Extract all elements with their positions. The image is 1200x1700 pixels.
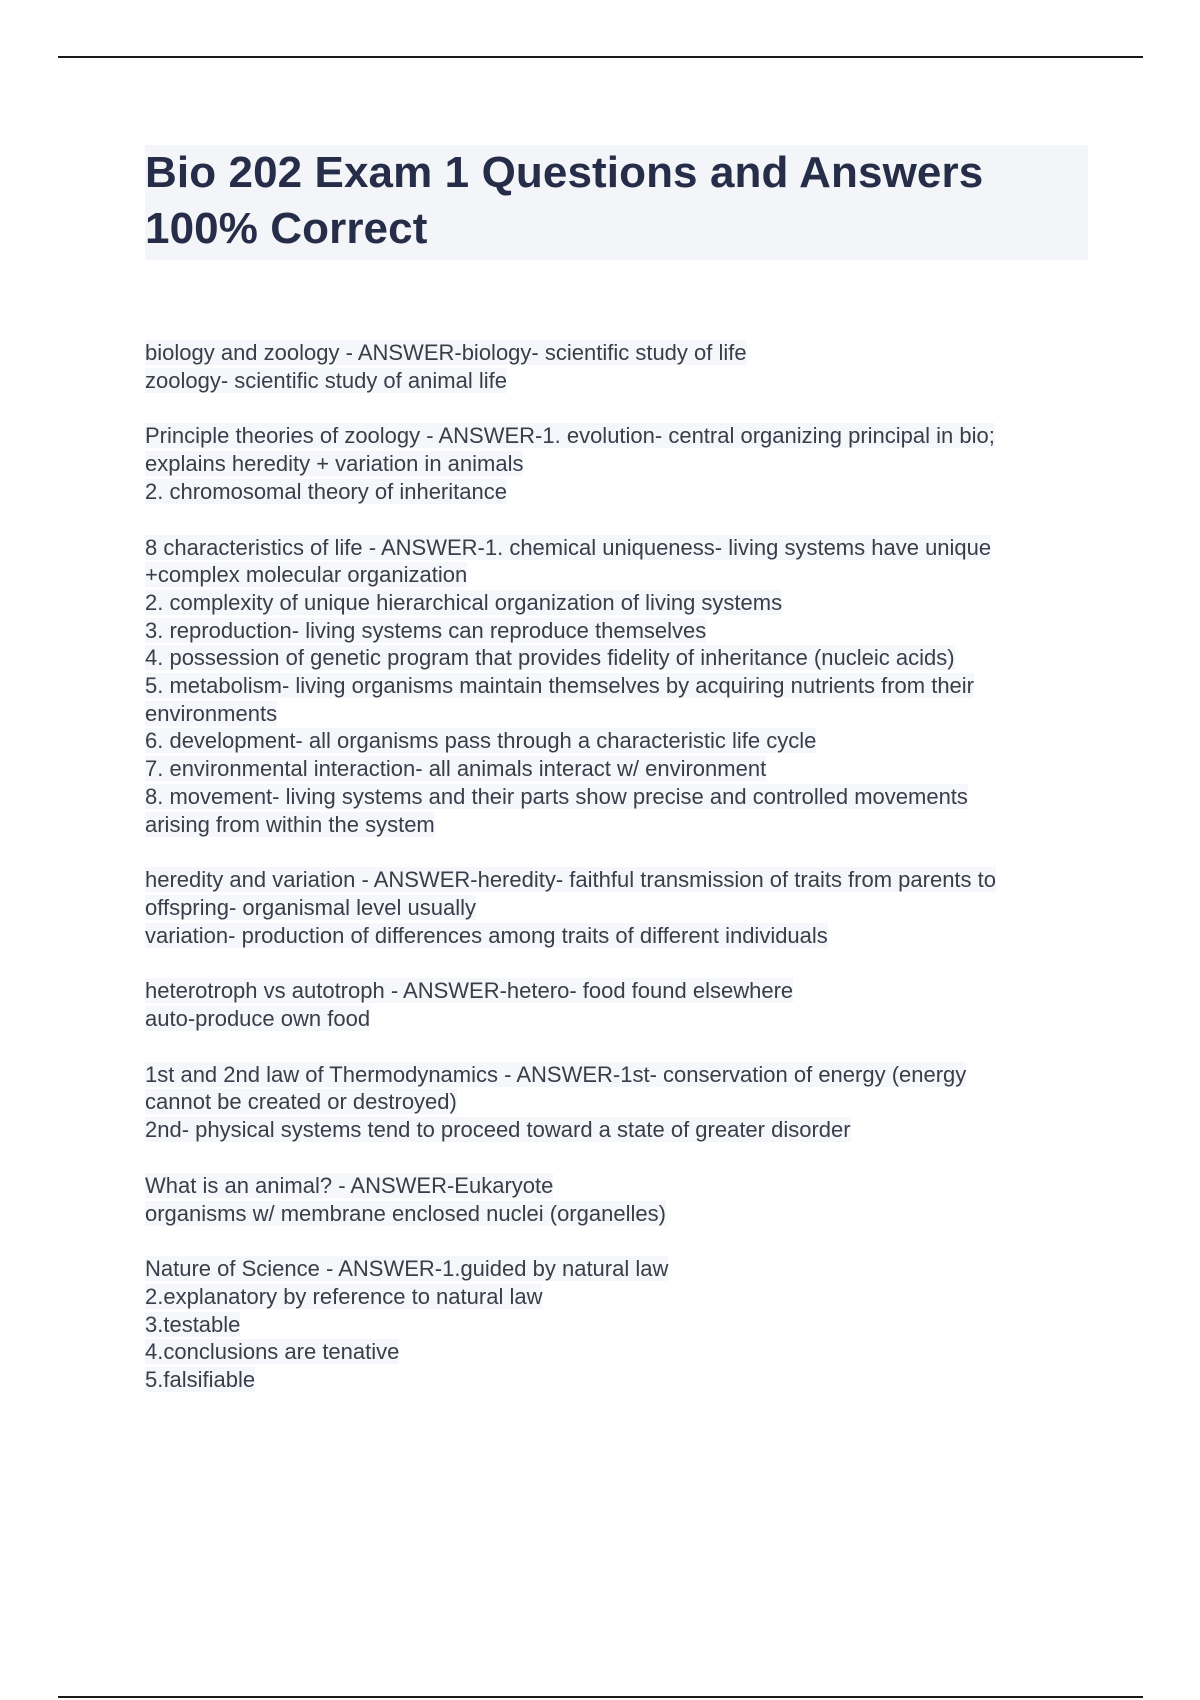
- qa-answer-line: [145, 1366, 1095, 1394]
- qa-question-line: [145, 977, 1095, 1005]
- qa-answer-line: [145, 811, 1095, 839]
- qa-answer-line: [145, 561, 1095, 589]
- qa-item: [145, 1172, 1095, 1227]
- qa-line-text: arising from within the system: [145, 811, 435, 837]
- qa-line-text: 8 characteristics of life - ANSWER-1. chemical uniqueness- living systems have unique: [145, 534, 992, 560]
- qa-line-text: heterotroph vs autotroph - ANSWER-hetero- food found elsewhere: [145, 978, 794, 1004]
- qa-answer-line: [145, 894, 1095, 922]
- qa-answer-line: [145, 783, 1095, 811]
- qa-line-text: 2nd- physical systems tend to proceed toward a state of greater disorder: [145, 1117, 851, 1143]
- qa-answer-line: [145, 1116, 1095, 1144]
- qa-answer-line: [145, 450, 1095, 478]
- title-line-2: 100% Correct: [145, 204, 428, 253]
- qa-line-text: heredity and variation - ANSWER-heredity- faithful transmission of traits from parents to: [145, 867, 997, 893]
- qa-line-text: Principle theories of zoology - ANSWER-1. evolution- central organizing principal in bio;: [145, 423, 995, 449]
- qa-answer-line: [145, 1088, 1095, 1116]
- qa-question-line: [145, 422, 1095, 450]
- qa-answer-line: [145, 1200, 1095, 1228]
- qa-question-line: [145, 1255, 1095, 1283]
- qa-line-text: 7. environmental interaction- all animals interact w/ environment: [145, 756, 767, 782]
- document-title: [145, 145, 1088, 257]
- footer-divider: [58, 1696, 1143, 1698]
- qa-question-line: [145, 339, 1095, 367]
- qa-line-text: organisms w/ membrane enclosed nuclei (organelles): [145, 1200, 666, 1226]
- qa-line-text: variation- production of differences among traits of different individuals: [145, 922, 828, 948]
- qa-question-line: [145, 534, 1095, 562]
- qa-line-text: Nature of Science - ANSWER-1.guided by natural law: [145, 1256, 669, 1282]
- qa-item: [145, 422, 1095, 505]
- qa-answer-line: [145, 755, 1095, 783]
- qa-item: [145, 866, 1095, 949]
- qa-item: [145, 534, 1095, 839]
- qa-line-text: 2. chromosomal theory of inheritance: [145, 478, 507, 504]
- qa-answer-line: [145, 1283, 1095, 1311]
- title-line-1: Bio 202 Exam 1 Questions and Answers: [145, 148, 984, 197]
- qa-answer-line: [145, 367, 1095, 395]
- qa-answer-line: [145, 672, 1095, 700]
- qa-answer-line: [145, 478, 1095, 506]
- qa-line-text: 6. development- all organisms pass through a characteristic life cycle: [145, 728, 817, 754]
- qa-answer-line: [145, 589, 1095, 617]
- qa-line-text: cannot be created or destroyed): [145, 1089, 457, 1115]
- qa-line-text: 4. possession of genetic program that provides fidelity of inheritance (nucleic acids): [145, 645, 955, 671]
- qa-answer-line: [145, 922, 1095, 950]
- qa-question-line: [145, 866, 1095, 894]
- qa-item: [145, 977, 1095, 1032]
- qa-question-line: [145, 1061, 1095, 1089]
- qa-item: [145, 339, 1095, 394]
- qa-line-text: 4.conclusions are tenative: [145, 1339, 400, 1365]
- qa-answer-line: [145, 617, 1095, 645]
- qa-answer-line: [145, 727, 1095, 755]
- qa-answer-line: [145, 1005, 1095, 1033]
- qa-line-text: zoology- scientific study of animal life: [145, 367, 507, 393]
- qa-line-text: 5. metabolism- living organisms maintain themselves by acquiring nutrients from their: [145, 673, 975, 699]
- qa-question-line: [145, 1172, 1095, 1200]
- qa-line-text: 2. complexity of unique hierarchical organization of living systems: [145, 589, 783, 615]
- qa-answer-line: [145, 644, 1095, 672]
- qa-line-text: 2.explanatory by reference to natural law: [145, 1283, 543, 1309]
- qa-line-text: 5.falsifiable: [145, 1367, 256, 1393]
- qa-line-text: +complex molecular organization: [145, 562, 468, 588]
- qa-line-text: 3.testable: [145, 1311, 241, 1337]
- qa-line-text: 1st and 2nd law of Thermodynamics - ANSWER-1st- conservation of energy (energy: [145, 1061, 967, 1087]
- title-block: [145, 145, 1088, 260]
- qa-line-text: 3. reproduction- living systems can reproduce themselves: [145, 617, 707, 643]
- qa-answer-line: [145, 1311, 1095, 1339]
- qa-line-text: biology and zoology - ANSWER-biology- scientific study of life: [145, 340, 747, 365]
- qa-line-text: 8. movement- living systems and their parts show precise and controlled movements: [145, 783, 968, 809]
- header-divider: [58, 56, 1143, 58]
- qa-list: [145, 339, 1095, 1422]
- qa-line-text: What is an animal? - ANSWER-Eukaryote: [145, 1172, 554, 1198]
- qa-line-text: offspring- organismal level usually: [145, 894, 476, 920]
- qa-line-text: explains heredity + variation in animals: [145, 451, 524, 477]
- qa-line-text: environments: [145, 700, 278, 726]
- qa-item: [145, 1061, 1095, 1144]
- qa-item: [145, 1255, 1095, 1394]
- qa-line-text: auto-produce own food: [145, 1006, 371, 1032]
- qa-answer-line: [145, 700, 1095, 728]
- qa-answer-line: [145, 1338, 1095, 1366]
